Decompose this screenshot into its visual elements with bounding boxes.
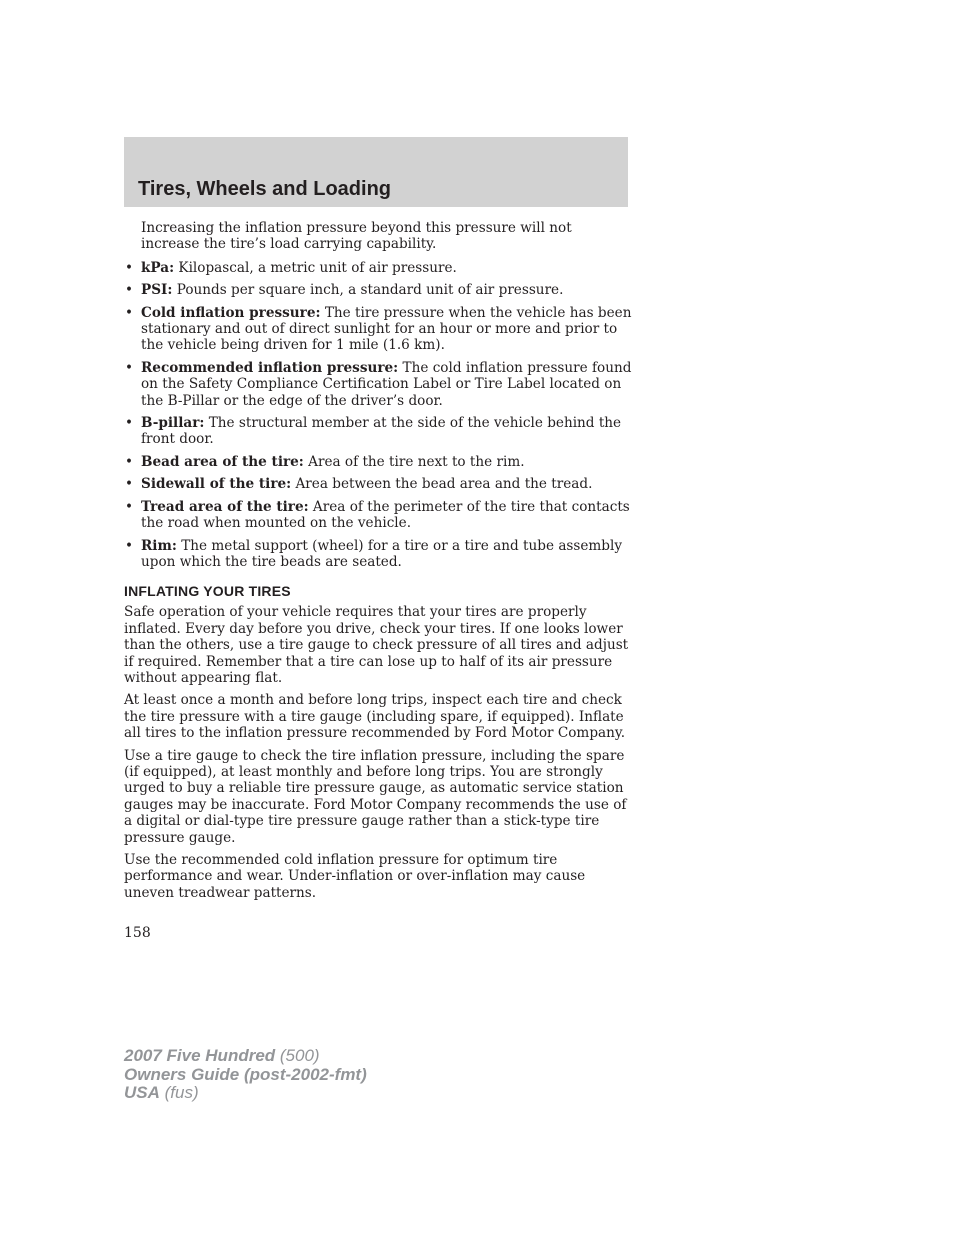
- section-title: Tires, Wheels and Loading: [138, 178, 392, 200]
- definition-item-rim: [124, 538, 632, 571]
- bullet-icon: •: [125, 359, 134, 376]
- intro-paragraph: Increasing the inflation pressure beyond this pressure will not increase the tire’s load carrying capability.: [141, 220, 572, 253]
- footer-line-model: [124, 1047, 367, 1066]
- definition-term: B-pillar:: [141, 415, 205, 432]
- definition-item-recommended-inflation-pressure: [124, 360, 632, 409]
- bullet-icon: •: [125, 259, 134, 276]
- definition-item-psi: [124, 282, 632, 298]
- definition-text: Area between the bead area and the tread.: [291, 476, 593, 493]
- definition-text: The cold inflation pressure found on the Safety Compliance Certification Label or Tire Label located on the B-Pillar or the edge of the driver’s door.: [141, 359, 632, 409]
- definition-item-bead-area: [124, 454, 632, 470]
- definition-term: Recommended inflation pressure:: [141, 359, 399, 376]
- definition-text: The structural member at the side of the vehicle behind the front door.: [141, 415, 622, 448]
- page-number: 158: [124, 925, 151, 941]
- bullet-icon: •: [125, 282, 134, 299]
- footer-line-guide: Owners Guide (post-2002-fmt): [124, 1064, 367, 1084]
- footer-line-market: [124, 1084, 367, 1103]
- footer-market-name: USA: [124, 1083, 160, 1102]
- definition-item-sidewall: [124, 476, 632, 492]
- footer-model-name: 2007 Five Hundred: [124, 1046, 276, 1065]
- bullet-icon: •: [125, 498, 134, 515]
- definition-item-tread-area: [124, 499, 632, 532]
- definition-text: Area of the perimeter of the tire that contacts the road when mounted on the vehicle.: [141, 498, 630, 532]
- definition-text: The metal support (wheel) for a tire or a tire and tube assembly upon which the tire beads are seated.: [141, 537, 623, 570]
- body-paragraph: At least once a month and before long trips, inspect each tire and check the tire pressure with a tire gauge (including spare, if equipped). Inflate all tires to the inflation pressure recommended by Ford Motor Company.: [124, 692, 626, 742]
- definition-term: Rim:: [141, 537, 177, 554]
- definition-term: Tread area of the tire:: [141, 498, 309, 515]
- bullet-icon: •: [125, 476, 134, 493]
- bullet-icon: •: [125, 304, 134, 321]
- definition-item-b-pillar: [124, 415, 632, 448]
- definition-term: kPa:: [141, 259, 175, 276]
- body-paragraph: Safe operation of your vehicle requires that your tires are properly inflated. Every day before you drive, check your tires. If one looks lower than the others, use a tire gauge to check pressure of all tires and adjust if required. Remember that a tire can lose up to half of its air pressure without appearing flat.: [124, 604, 629, 686]
- footer-market-code: (fus): [159, 1083, 199, 1102]
- bullet-icon: •: [125, 415, 134, 432]
- page-content: [124, 220, 632, 907]
- definition-term: Bead area of the tire:: [141, 453, 304, 470]
- document-footer: [124, 1047, 367, 1103]
- bullet-icon: •: [125, 537, 134, 554]
- section-header-band: [124, 137, 628, 207]
- definition-term: Sidewall of the tire:: [141, 476, 292, 493]
- footer-model-code: (500): [275, 1046, 320, 1065]
- subheading-inflating-your-tires: INFLATING YOUR TIRES: [124, 583, 291, 600]
- body-paragraph: Use a tire gauge to check the tire inflation pressure, including the spare (if equipped), at least monthly and before long trips. You are strongly urged to buy a reliable tire pressure gauge, as automatic service station gauges may be inaccurate. Ford Motor Company recommends the use of a digital or dial-type tire pressure gauge rather than a stick-type tire pressure gauge.: [124, 747, 627, 846]
- definition-text: Kilopascal, a metric unit of air pressure.: [174, 259, 457, 276]
- definition-text: Area of the tire next to the rim.: [303, 453, 525, 470]
- definition-text: The tire pressure when the vehicle has been stationary and out of direct sunlight for an hour or more and prior to the vehicle being driven for 1 mile (1.6 km).: [141, 304, 632, 354]
- bullet-icon: •: [125, 453, 134, 470]
- definition-list: [124, 260, 632, 571]
- definition-item-kpa: [124, 260, 632, 276]
- body-paragraph: Use the recommended cold inflation pressure for optimum tire performance and wear. Under-inflation or over-inflation may cause uneven treadwear patterns.: [124, 852, 586, 901]
- definition-term: Cold inflation pressure:: [141, 304, 321, 321]
- definition-item-cold-inflation-pressure: [124, 305, 632, 354]
- definition-text: Pounds per square inch, a standard unit of air pressure.: [172, 282, 564, 299]
- definition-term: PSI:: [141, 282, 173, 299]
